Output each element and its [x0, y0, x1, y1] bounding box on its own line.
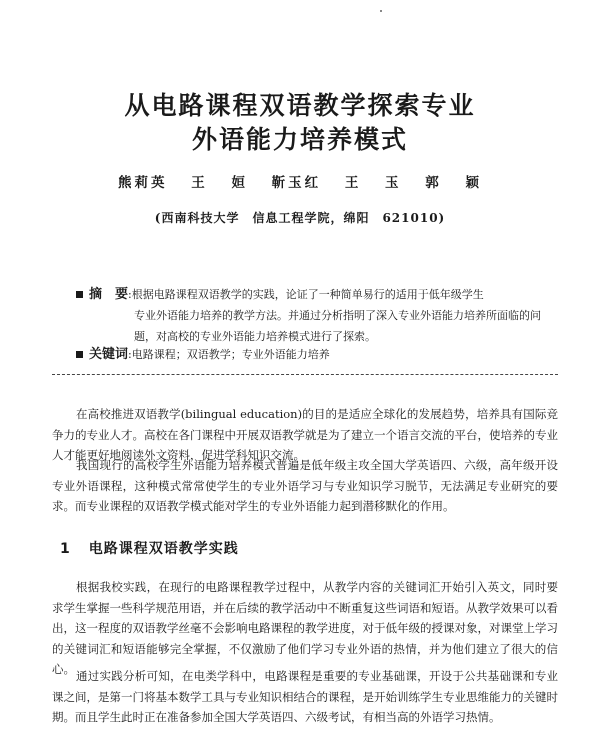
paragraph-3: 根据我校实践，在现行的电路课程教学过程中，从教学内容的关键词汇开始引入英文，同时要求学生掌握一些科学规范用语，并在后续的教学活动中不断重复这些词语和短语。从教学效果可以看出，这一程度的双语教学丝毫不会影响电路课程的教学进度，对于低年级的授课对象，对课堂上学习的关键词汇和短语能够完全掌握，不仅激励了他们学习专业外语的热情，并为他们建立了很大的信心。 — [52, 580, 558, 676]
section-title: 电路课程双语教学实践 — [88, 541, 239, 557]
paragraph-4: 通过实践分析可知，在电类学科中，电路课程是重要的专业基础课，开设于公共基础课和专业课之间，是第一门将基本数学工具与专业知识相结合的课程，是开始训练学生专业思维能力的关键时期。而且学生此时正在准备参加全国大学英语四、六级考试，有相当高的外语学习热情。 — [52, 669, 558, 724]
divider — [52, 374, 558, 375]
keywords-label: 关键词 — [89, 347, 129, 362]
abstract-text-rest: 专业外语能力培养的教学方法。并通过分析指明了深入专业外语能力培养所面临的问题，对高校的专业外语能力培养模式进行了探索。 — [134, 309, 541, 343]
scan-speck — [380, 10, 382, 12]
paragraph-1: 在高校推进双语教学(bilingual education)的目的是适应全球化的发展趋势，培养具有国际竞争力的专业人才。高校在各门课程中开展双语教学就是为了建立一个语言交流的平台，使培养的专业人才能更好地阅读外文资料，促进学科知识交流。 — [52, 407, 558, 462]
section-number: 1 — [60, 541, 71, 557]
abstract-label: 摘 要 — [89, 287, 129, 302]
square-bullet-icon — [76, 291, 83, 298]
authors: 熊莉英 王 姮 靳玉红 王 玉 郭 颖 — [118, 175, 482, 191]
section-heading — [60, 538, 239, 558]
square-bullet-icon — [76, 351, 83, 358]
title-line-2: 外语能力培养模式 — [191, 125, 408, 154]
keywords — [72, 344, 552, 365]
title-line-1: 从电路课程双语教学探索专业 — [124, 91, 476, 120]
paragraph-2: 我国现行的高校学生外语能力培养模式普遍是低年级主攻全国大学英语四、六级，高年级开设专业外语课程，这种模式常常使学生的专业外语学习与专业知识学习脱节，无法满足专业研究的要求。而专业课程的双语教学模式能对学生的专业外语能力起到潜移默化的作用。 — [52, 458, 558, 513]
abstract-text-line1: :根据电路课程双语教学的实践，论证了一种简单易行的适用于低年级学生 — [128, 288, 484, 301]
keywords-text: :电路课程；双语教学；专业外语能力培养 — [128, 348, 330, 361]
affiliation: (西南科技大学 信息工程学院，绵阳 621010) — [154, 211, 446, 225]
abstract — [72, 284, 552, 347]
